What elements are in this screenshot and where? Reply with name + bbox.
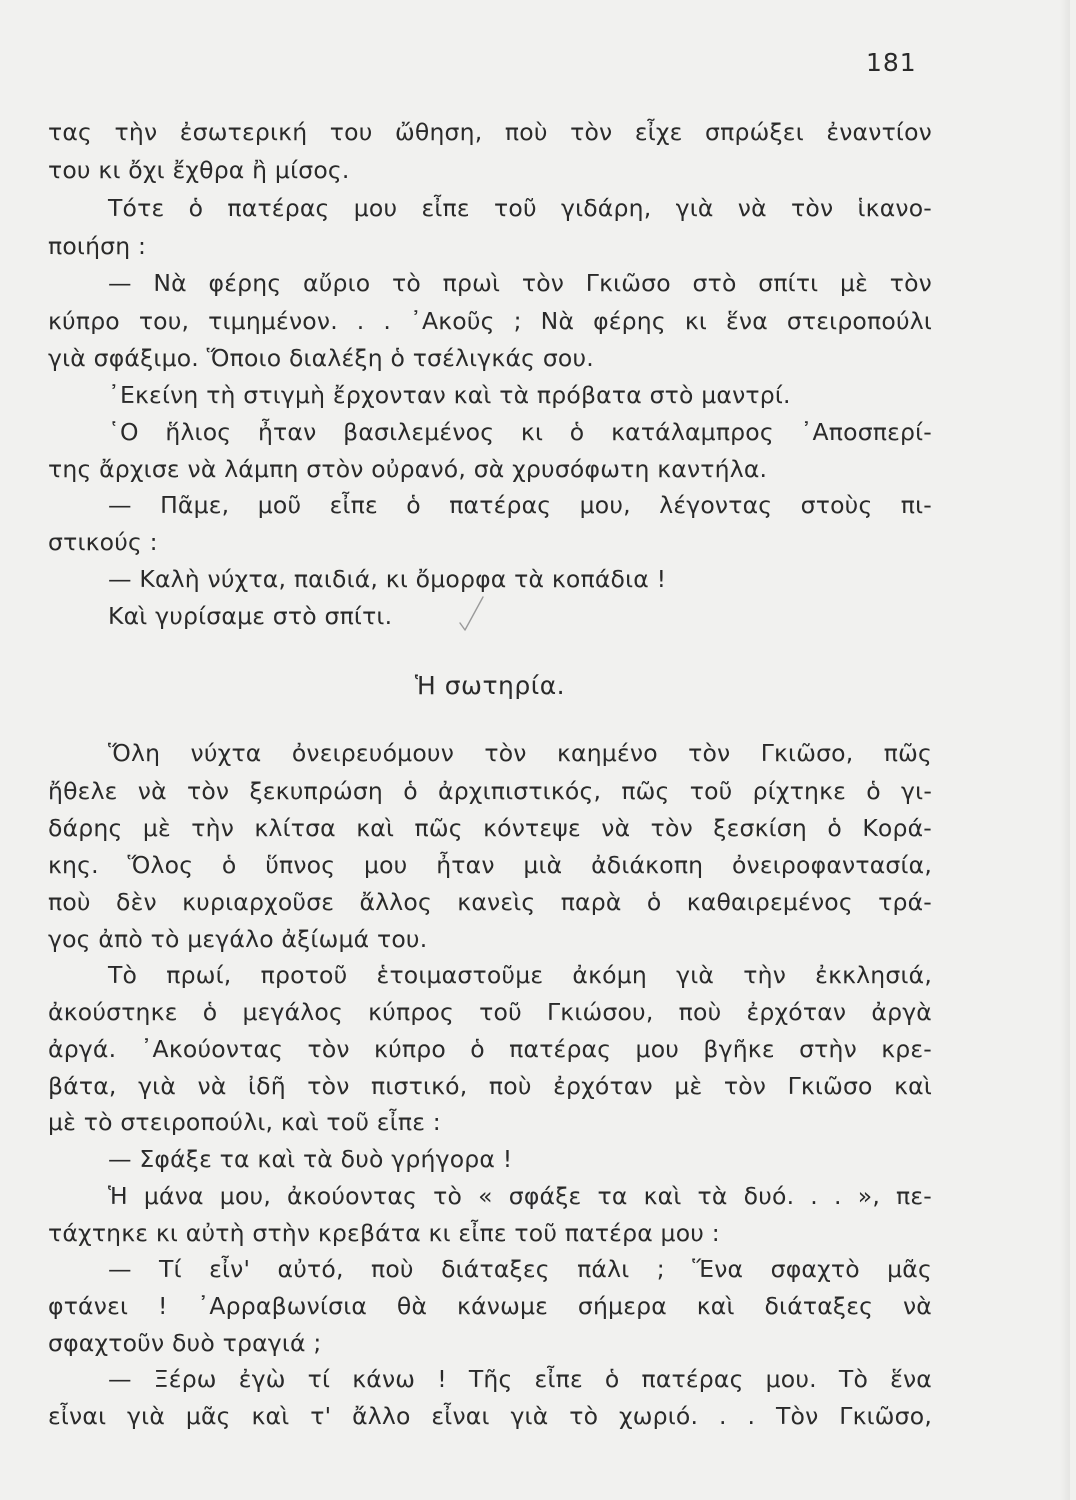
text-line: ποὺ δὲν κυριαρχοῦσε ἄλλος κανεὶς παρὰ ὁ καθαιρεμένος τρά-: [48, 888, 932, 916]
text-line: — Πᾶμε, μοῦ εἶπε ὁ πατέρας μου, λέγοντας στοὺς πι-: [108, 491, 932, 519]
text-line: — Τί εἶν' αὐτό, ποὺ διάταξες πάλι ; Ἕνα σφαχτὸ μᾶς: [108, 1255, 932, 1283]
section-heading: Ἡ σωτηρία.: [414, 671, 566, 700]
text-line: μὲ τὸ στειροπούλι, καὶ τοῦ εἶπε :: [48, 1108, 441, 1136]
text-line: εἶναι γιὰ μᾶς καὶ τ' ἄλλο εἶναι γιὰ τὸ χωριό. . . Τὸν Γκιῶσο,: [48, 1402, 932, 1430]
text-line: φτάνει ! ᾿Αρραβωνίσια θὰ κάνωμε σήμερα καὶ διάταξες νὰ: [48, 1292, 932, 1320]
text-line: ῾Ο ἥλιος ἦταν βασιλεμένος κι ὁ κατάλαμπρος ᾿Αποσπερί-: [108, 418, 932, 446]
text-line: Τὸ πρωί, προτοῦ ἑτοιμαστοῦμε ἀκόμη γιὰ τὴν ἐκκλησιά,: [108, 961, 932, 989]
text-line: βάτα, γιὰ νὰ ἰδῆ τὸν πιστικό, ποὺ ἐρχόταν μὲ τὸν Γκιῶσο καὶ: [48, 1072, 932, 1100]
text-line: ἀκούστηκε ὁ μεγάλος κύπρος τοῦ Γκιώσου, ποὺ ἐρχόταν ἀργὰ: [48, 998, 932, 1026]
text-line: της ἄρχισε νὰ λάμπη στὸν οὐρανό, σὰ χρυσόφωτη καντήλα.: [48, 455, 768, 483]
text-line: δάρης μὲ τὴν κλίτσα καὶ πῶς κόντεψε νὰ τὸν ξεσκίση ὁ Κορά-: [48, 814, 932, 842]
text-line: — Ξέρω ἐγὼ τί κάνω ! Τῆς εἶπε ὁ πατέρας μου. Τὸ ἕνα: [108, 1365, 932, 1393]
text-line: ᾿Εκείνη τὴ στιγμὴ ἔρχονταν καὶ τὰ πρόβατα στὸ μαντρί.: [108, 381, 791, 409]
text-line: γος ἀπὸ τὸ μεγάλο ἀξίωμά του.: [48, 925, 428, 953]
text-line: κύπρο του, τιμημένον. . . ᾿Ακοῦς ; Νὰ φέρης κι ἕνα στειροπούλι: [48, 307, 932, 335]
text-line: ἤθελε νὰ τὸν ξεκυπρώση ὁ ἀρχιπιστικός, πῶς τοῦ ρίχτηκε ὁ γι-: [48, 777, 932, 805]
text-line: — Σφάξε τα καὶ τὰ δυὸ γρήγορα !: [108, 1145, 513, 1173]
text-line: Ἡ μάνα μου, ἀκούοντας τὸ « σφάξε τα καὶ τὰ δυό. . . », πε-: [108, 1182, 932, 1210]
text-line: κης. Ὅλος ὁ ὕπνος μου ἦταν μιὰ ἀδιάκοπη ὀνειροφαντασία,: [48, 851, 932, 879]
text-line: ποιήση :: [48, 232, 147, 260]
text-line: ἀργά. ᾿Ακούοντας τὸν κύπρο ὁ πατέρας μου βγῆκε στὴν κρε-: [48, 1035, 932, 1063]
text-line: του κι ὄχι ἔχθρα ἢ μίσος.: [48, 156, 350, 184]
text-line: — Καλὴ νύχτα, παιδιά, κι ὄμορφα τὰ κοπάδια !: [108, 565, 667, 593]
text-line: στικούς :: [48, 528, 158, 556]
page-number: 181: [866, 48, 917, 77]
text-line: Ὅλη νύχτα ὀνειρευόμουν τὸν καημένο τὸν Γκιῶσο, πῶς: [108, 739, 932, 767]
text-line: γιὰ σφάξιμο. Ὅποιο διαλέξη ὁ τσέλιγκάς σου.: [48, 344, 594, 372]
text-line: τας τὴν ἐσωτερική του ὤθηση, ποὺ τὸν εἶχε σπρώξει ἐναντίον: [48, 118, 932, 146]
page-edge-shadow: [1060, 0, 1070, 1500]
pencil-check-mark: [456, 593, 486, 633]
text-line: — Νὰ φέρης αὔριο τὸ πρωὶ τὸν Γκιῶσο στὸ σπίτι μὲ τὸν: [108, 269, 932, 297]
text-line: Καὶ γυρίσαμε στὸ σπίτι.: [108, 602, 393, 630]
text-line: Τότε ὁ πατέρας μου εἶπε τοῦ γιδάρη, γιὰ νὰ τὸν ἱκανο-: [108, 194, 932, 222]
text-line: τάχτηκε κι αὐτὴ στὴν κρεβάτα κι εἶπε τοῦ πατέρα μου :: [48, 1219, 720, 1247]
text-line: σφαχτοῦν δυὸ τραγιά ;: [48, 1329, 322, 1357]
